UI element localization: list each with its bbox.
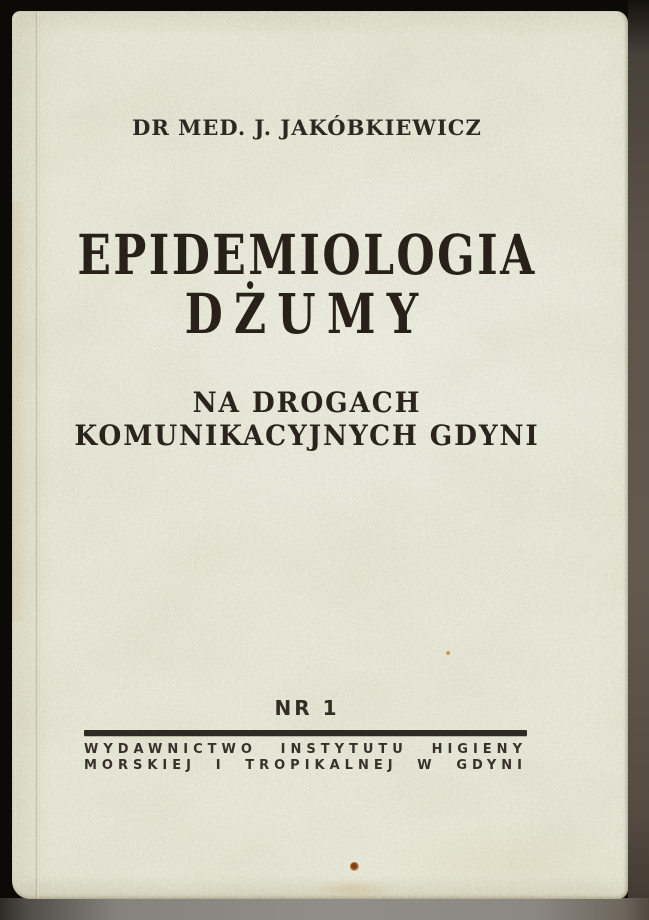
age-stain-bottom-right [392,823,622,899]
title-line-1: EPIDEMIOLOGIA [77,222,537,287]
age-smudge-bottom [308,879,398,899]
spine-age-stain [12,201,28,621]
rust-spot [350,862,359,871]
subtitle-line-1: NA DROGACH [192,386,422,419]
divider-rule [84,730,527,736]
author-line: DR MED. J. JAKÓBKIEWICZ [132,115,482,140]
publisher-line-2: MORSKIEJ I TROPIKALNEJ W GDYNI [84,758,527,773]
publisher-line-1: WYDAWNICTWO INSTYTUTU HIGIENY [84,742,527,757]
book-cover [12,11,628,899]
spine-crease [35,11,40,899]
tiny-fleck [446,651,450,655]
scan-edge-right [628,0,649,920]
issue-number: NR 1 [274,696,340,720]
book-subtitle [30,386,585,452]
title-line-2: DŻUMY [184,281,430,346]
subtitle-line-2: KOMUNIKACYJNYCH GDYNI [74,419,540,452]
book-title [71,222,543,346]
publisher-block [84,730,527,774]
scan-edge-bottom-pages [0,898,649,920]
